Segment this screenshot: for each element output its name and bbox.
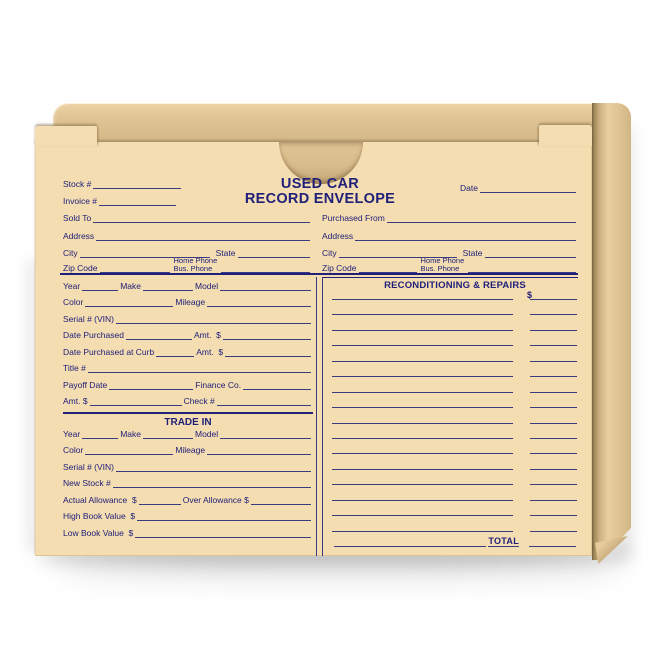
field-date-purchased-curb-amt xyxy=(63,348,313,357)
form-title-line2: RECORD ENVELOPE xyxy=(244,191,396,207)
field-label: Zip Code xyxy=(322,263,357,273)
write-line xyxy=(334,546,486,547)
field-label: Address xyxy=(63,231,95,241)
field-label: Sold To xyxy=(63,213,92,223)
field-label: Home Phone xyxy=(173,256,218,265)
write-line xyxy=(93,188,181,189)
repair-line-row xyxy=(332,501,578,516)
field-label: Date xyxy=(460,183,478,193)
write-line xyxy=(137,520,311,521)
write-line xyxy=(116,471,311,472)
phone-labels xyxy=(174,257,218,273)
field-title-number xyxy=(63,364,313,373)
write-line xyxy=(139,504,181,505)
field-label: Invoice # xyxy=(63,196,98,206)
envelope-side-gusset xyxy=(592,103,631,560)
repair-line-row xyxy=(332,393,578,408)
section-divider xyxy=(60,273,578,275)
field-label: Bus. Phone xyxy=(420,264,460,273)
write-line xyxy=(223,339,311,340)
trade-high-book xyxy=(63,512,313,521)
write-line xyxy=(156,356,194,357)
write-line xyxy=(220,290,311,291)
total-label: TOTAL xyxy=(488,536,519,546)
field-label: Payoff Date xyxy=(63,380,108,390)
currency-symbol: $ xyxy=(527,290,533,300)
repair-line-row xyxy=(332,408,578,423)
trade-serial-vin xyxy=(63,463,313,472)
write-line xyxy=(143,438,193,439)
field-color-mileage xyxy=(63,298,313,307)
section-divider xyxy=(322,277,578,278)
repair-line-row xyxy=(332,285,578,300)
field-amt-check xyxy=(63,397,313,406)
field-label: City xyxy=(322,248,337,258)
envelope-front-left-shoulder xyxy=(35,126,97,146)
write-line xyxy=(113,487,311,488)
write-line xyxy=(480,192,576,193)
repair-line-list xyxy=(332,285,578,532)
total-amount-line xyxy=(529,546,576,547)
repair-line-row xyxy=(332,470,578,485)
form-title-line1: USED CAR xyxy=(280,176,360,192)
phone-labels xyxy=(421,257,465,273)
field-label: Amt. $ xyxy=(63,396,88,406)
write-line xyxy=(90,405,182,406)
repair-line-row xyxy=(332,424,578,439)
repair-line-row xyxy=(332,362,578,377)
field-label: Model xyxy=(194,429,219,439)
repair-line-row xyxy=(332,485,578,500)
write-line xyxy=(85,454,173,455)
field-label: New Stock # xyxy=(63,478,111,488)
repair-line-row xyxy=(332,377,578,392)
repair-line-row xyxy=(332,300,578,315)
field-label: Actual Allowance $ xyxy=(63,495,137,505)
drop-shadow xyxy=(60,556,620,578)
repair-line-row xyxy=(332,439,578,454)
repair-line-row xyxy=(332,315,578,330)
write-line xyxy=(96,240,310,241)
total-row xyxy=(332,537,578,547)
field-label: State xyxy=(462,248,483,258)
repair-description-line xyxy=(332,531,513,532)
field-label: State xyxy=(215,248,236,258)
trade-allowances xyxy=(63,496,313,505)
field-label: Home Phone xyxy=(420,256,465,265)
write-line xyxy=(243,389,311,390)
field-payoff-finance xyxy=(63,381,313,390)
write-line xyxy=(93,222,310,223)
trade-in-heading: TRADE IN xyxy=(164,417,212,428)
write-line xyxy=(207,306,311,307)
column-divider xyxy=(322,277,323,556)
field-label: Model xyxy=(194,281,219,291)
write-line xyxy=(135,537,311,538)
field-purchased-from xyxy=(322,214,578,223)
write-line xyxy=(143,290,193,291)
field-label: Zip Code xyxy=(63,263,98,273)
write-line xyxy=(82,290,118,291)
write-line xyxy=(207,454,311,455)
field-label: City xyxy=(63,248,78,258)
field-label: Serial # (VIN) xyxy=(63,462,115,472)
field-label: Date Purchased at Curb xyxy=(63,347,155,357)
field-label: Over Allowance $ xyxy=(182,495,249,505)
envelope-front-right-shoulder xyxy=(539,125,592,146)
write-line xyxy=(355,240,576,241)
field-invoice-number xyxy=(63,197,178,206)
write-line xyxy=(116,323,311,324)
field-label: Finance Co. xyxy=(195,380,242,390)
field-purchase-zip-phone xyxy=(322,258,578,273)
field-label: Mileage xyxy=(175,445,206,455)
field-sold-to xyxy=(63,214,312,223)
field-label: Amt. $ xyxy=(196,347,224,357)
field-date xyxy=(460,184,578,193)
write-line xyxy=(85,306,173,307)
write-line xyxy=(387,222,576,223)
write-line xyxy=(99,205,176,206)
field-label: Date Purchased xyxy=(63,330,124,340)
field-label: Title # xyxy=(63,363,86,373)
write-line xyxy=(88,372,311,373)
field-label: Make xyxy=(120,281,141,291)
trade-year-make-model xyxy=(63,430,313,439)
write-line xyxy=(251,504,311,505)
trade-low-book xyxy=(63,529,313,538)
write-line xyxy=(82,438,118,439)
field-date-purchased-amt xyxy=(63,331,313,340)
write-line xyxy=(217,405,311,406)
field-seller-address xyxy=(63,232,312,241)
trade-color-mileage xyxy=(63,446,313,455)
field-label: Bus. Phone xyxy=(173,264,213,273)
field-seller-zip-phone xyxy=(63,258,312,273)
field-label: Make xyxy=(120,429,141,439)
field-label: Color xyxy=(63,297,84,307)
field-label: Low Book Value $ xyxy=(63,528,134,538)
repair-amount-line xyxy=(530,531,577,532)
column-divider xyxy=(316,277,317,556)
field-label: Address xyxy=(322,231,354,241)
repair-line-row xyxy=(332,454,578,469)
write-line xyxy=(225,356,311,357)
field-label: Mileage xyxy=(175,297,206,307)
recon-heading: RECONDITIONING & REPAIRS xyxy=(384,280,526,291)
repair-line-row xyxy=(332,331,578,346)
trade-new-stock xyxy=(63,479,313,488)
field-label: Stock # xyxy=(63,179,92,189)
field-label: High Book Value $ xyxy=(63,511,136,521)
repair-line-row xyxy=(332,346,578,361)
field-label: Amt. $ xyxy=(193,330,221,340)
repair-line-row xyxy=(332,516,578,531)
write-line xyxy=(126,339,192,340)
field-label: Check # xyxy=(183,396,215,406)
field-label: Purchased From xyxy=(322,213,385,223)
write-line xyxy=(220,438,311,439)
field-purchase-address xyxy=(322,232,578,241)
field-label: Year xyxy=(63,281,81,291)
field-stock-number xyxy=(63,180,183,189)
form-title xyxy=(230,177,410,207)
field-label: Color xyxy=(63,445,84,455)
field-year-make-model xyxy=(63,282,313,291)
field-label: Year xyxy=(63,429,81,439)
field-serial-vin xyxy=(63,315,313,324)
write-line xyxy=(109,389,193,390)
field-label: Serial # (VIN) xyxy=(63,314,115,324)
trade-in-divider xyxy=(63,412,313,414)
